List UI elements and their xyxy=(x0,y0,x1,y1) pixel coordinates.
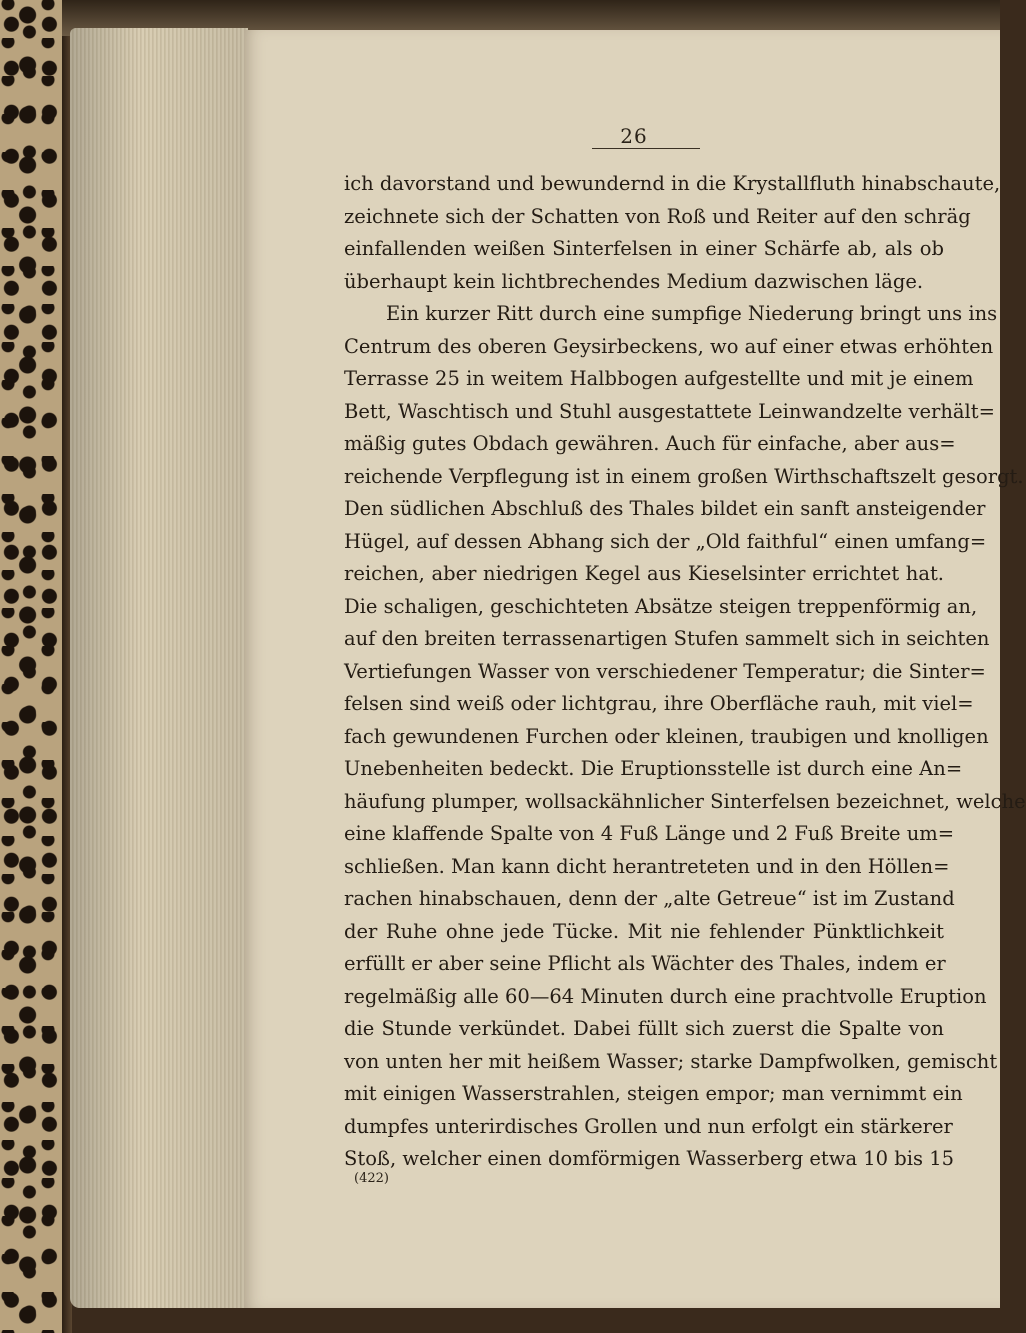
text-line: Vertiefungen Wasser von verschiedener Temperatur; die Sinter= xyxy=(344,659,986,683)
text-line: die Stunde verkündet. Dabei füllt sich zuerst die Spalte von xyxy=(344,1017,944,1040)
text-line: dumpfes unterirdisches Grollen und nun erfolgt ein stärkerer xyxy=(344,1114,953,1138)
text-line: der Ruhe ohne jede Tücke. Mit nie fehlender Pünktlichkeit xyxy=(344,919,944,943)
text-line: ich davorstand und bewundernd in die Krystallfluth hinabschaute, xyxy=(344,172,1001,195)
text-line: auf den breiten terrassenartigen Stufen sammelt sich in seichten xyxy=(344,627,990,650)
text-line: regelmäßig alle 60—64 Minuten durch eine prachtvolle Eruption xyxy=(344,984,987,1008)
book-cover-marbled xyxy=(0,0,70,1333)
text-line: erfüllt er aber seine Pflicht als Wächter des Thales, indem er xyxy=(344,952,946,975)
text-line: zeichnete sich der Schatten von Roß und Reiter auf den schräg xyxy=(344,204,971,228)
text-line: Hügel, auf dessen Abhang sich der „Old faithful“ einen umfang= xyxy=(344,529,987,553)
text-line: von unten her mit heißem Wasser; starke Dampfwolken, gemischt xyxy=(344,1049,998,1073)
text-line: häufung plumper, wollsackähnlicher Sinterfelsen bezeichnet, welche xyxy=(344,789,1026,813)
printer-signature: (422) xyxy=(354,1171,389,1186)
text-line: Den südlichen Abschluß des Thales bildet ein sanft ansteigender xyxy=(344,497,986,520)
text-line: reichen, aber niedrigen Kegel aus Kieselsinter errichtet hat. xyxy=(344,562,944,585)
page-number-rule xyxy=(592,148,700,149)
page-number: 26 xyxy=(620,124,648,148)
text-line: fach gewundenen Furchen oder kleinen, traubigen und knolligen xyxy=(344,724,989,748)
text-line: Bett, Waschtisch und Stuhl ausgestattete Leinwandzelte verhält= xyxy=(344,399,995,423)
book-page xyxy=(244,30,1026,1308)
page-text xyxy=(344,168,1026,1176)
text-line: überhaupt kein lichtbrechendes Medium dazwischen läge. xyxy=(344,269,924,293)
text-line: mäßig gutes Obdach gewähren. Auch für einfache, aber aus= xyxy=(344,432,956,455)
text-line: reichende Verpflegung ist in einem großen Wirthschaftszelt gesorgt. xyxy=(344,464,1024,488)
text-line: Die schaligen, geschichteten Absätze steigen treppenförmig an, xyxy=(344,594,978,618)
text-line: Centrum des oberen Geysirbeckens, wo auf einer etwas erhöhten xyxy=(344,334,994,358)
text-line: eine klaffende Spalte von 4 Fuß Länge und 2 Fuß Breite um= xyxy=(344,822,955,845)
text-line: Ein kurzer Ritt durch eine sumpfige Niederung bringt uns ins xyxy=(386,302,998,325)
text-line: Unebenheiten bedeckt. Die Eruptionsstelle ist durch eine An= xyxy=(344,757,963,780)
text-line: Stoß, welcher einen domförmigen Wasserberg etwa 10 bis 15 xyxy=(344,1147,955,1170)
text-line: einfallenden weißen Sinterfelsen in einer Schärfe ab, als ob xyxy=(344,237,944,260)
page-edges-shading xyxy=(70,28,248,1308)
text-line: rachen hinabschauen, denn der „alte Getreue“ ist im Zustand xyxy=(344,887,955,910)
text-line: Terrasse 25 in weitem Halbbogen aufgestellte und mit je einem xyxy=(344,367,974,390)
text-line: schließen. Man kann dicht herantreteten und in den Höllen= xyxy=(344,854,950,878)
text-line: mit einigen Wasserstrahlen, steigen empor; man vernimmt ein xyxy=(344,1082,963,1105)
text-line: felsen sind weiß oder lichtgrau, ihre Oberfläche rauh, mit viel= xyxy=(344,692,974,715)
